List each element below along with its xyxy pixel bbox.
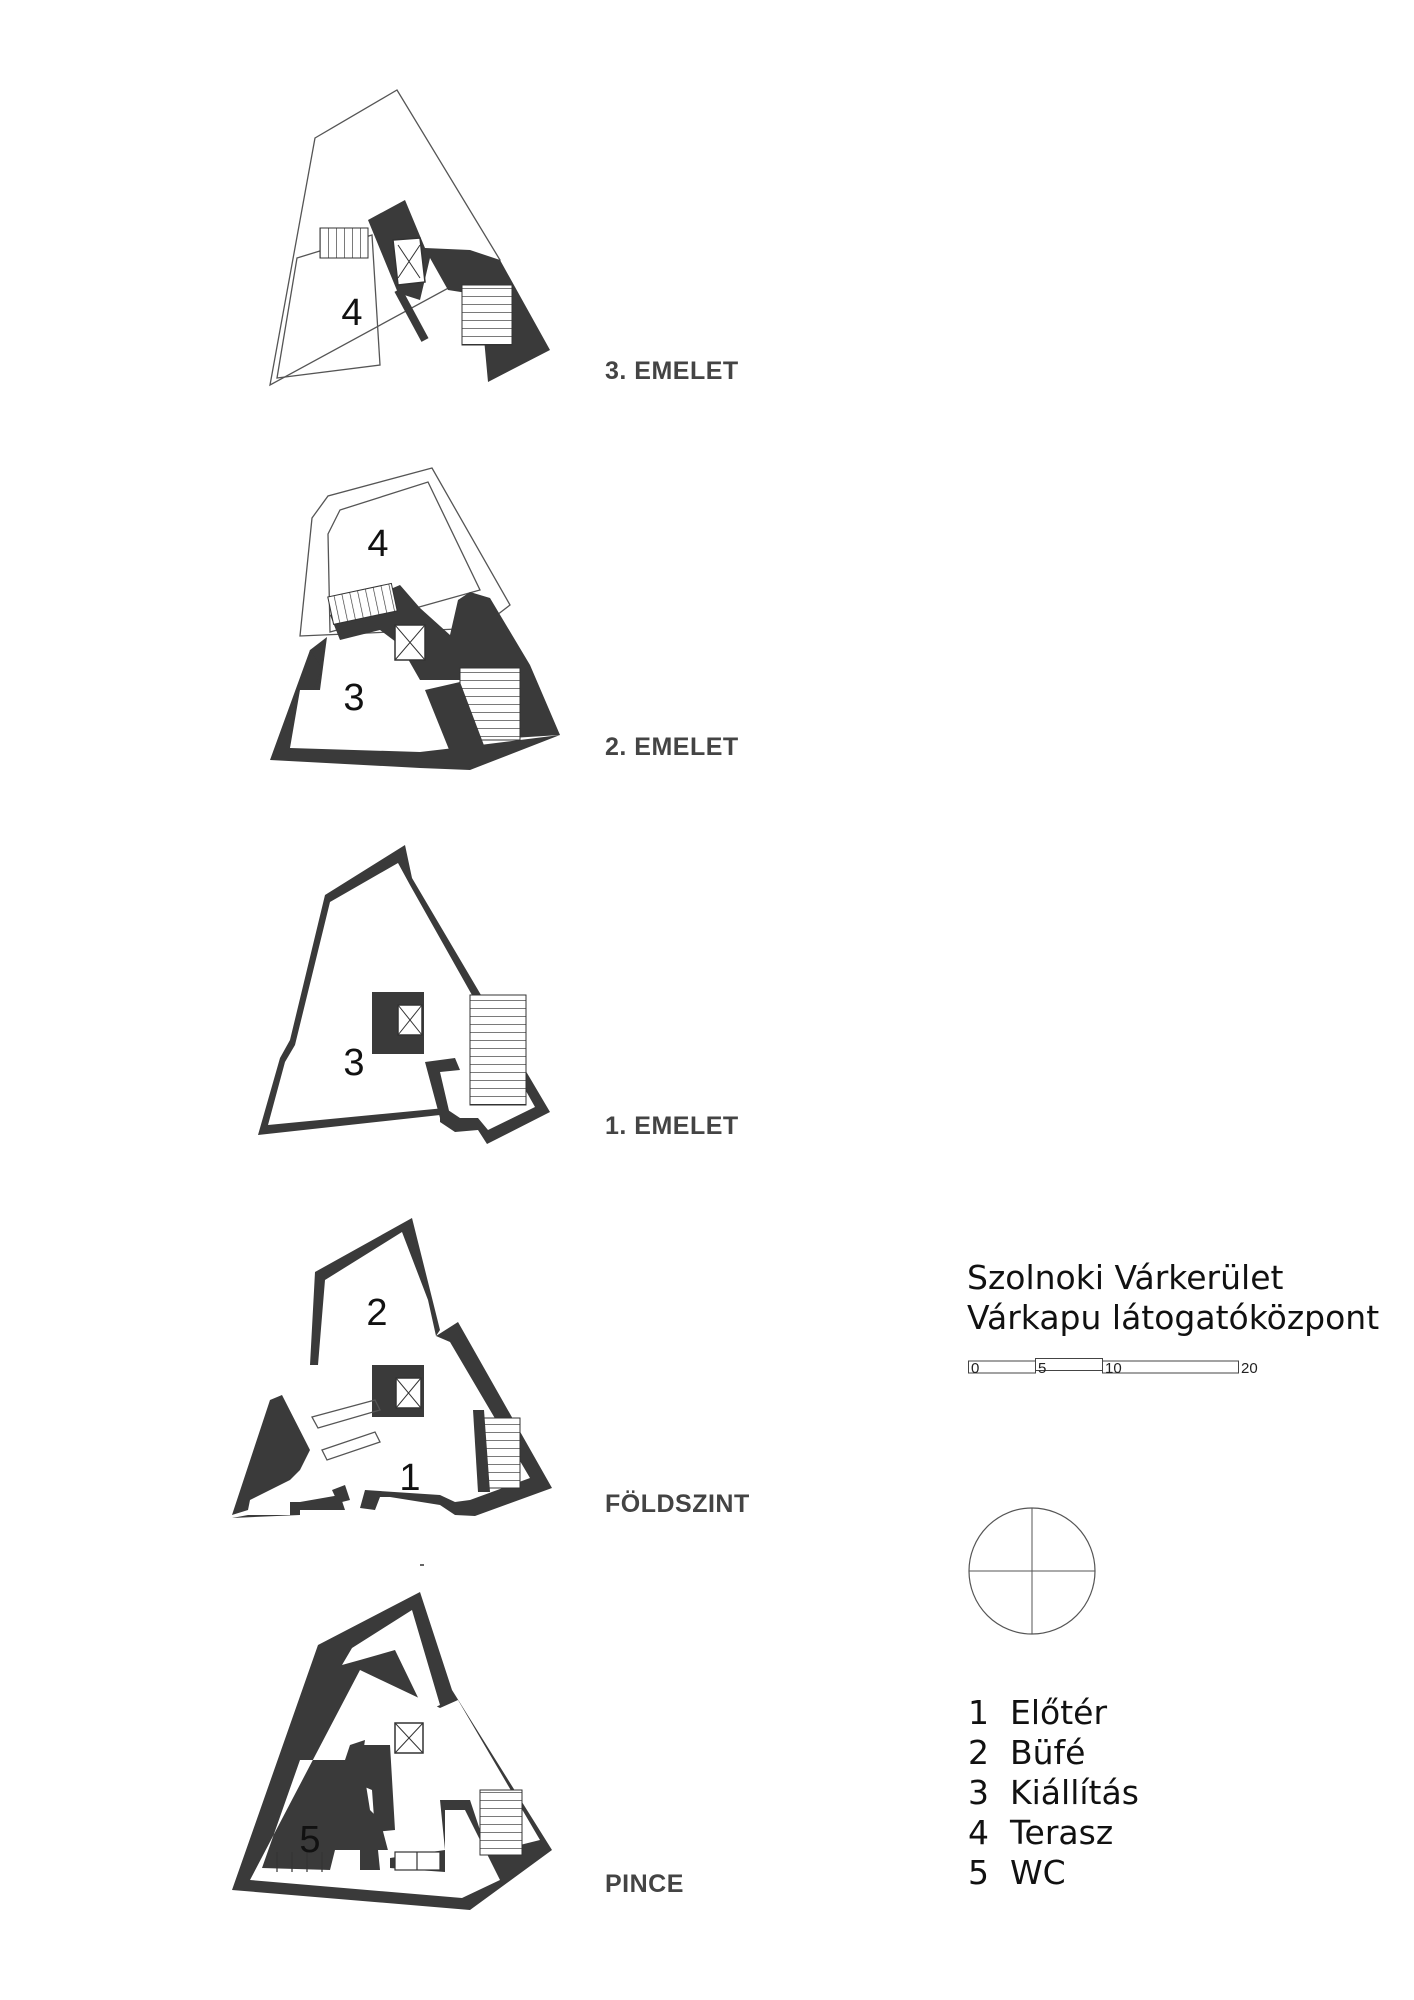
scale-bar <box>968 1358 1288 1388</box>
room-number: 3 <box>343 677 365 719</box>
legend-number: 5 <box>968 1853 989 1892</box>
room-number: 1 <box>399 1457 421 1499</box>
plan-2-emelet <box>270 468 560 770</box>
scale-tick: 20 <box>1241 1360 1258 1377</box>
legend-number: 2 <box>968 1733 989 1772</box>
legend-item <box>968 1853 1066 1892</box>
legend-name: Terasz <box>1010 1813 1114 1852</box>
floor-label-pince: PINCE <box>605 1870 684 1898</box>
north-compass-icon <box>965 1504 1099 1638</box>
legend-number: 3 <box>968 1773 989 1812</box>
plan-3-emelet <box>270 90 550 385</box>
floor-label-2-emelet: 2. EMELET <box>605 733 739 761</box>
legend-item <box>968 1813 1113 1852</box>
legend-name: Kiállítás <box>1010 1773 1139 1812</box>
legend-item <box>968 1733 1085 1772</box>
room-number: 4 <box>367 523 389 565</box>
floor-label-foldszint: FÖLDSZINT <box>605 1490 750 1518</box>
floor-label-1-emelet: 1. EMELET <box>605 1112 739 1140</box>
legend-name: Előtér <box>1010 1693 1108 1732</box>
room-number: 4 <box>341 292 363 334</box>
legend-item <box>968 1693 1107 1732</box>
scale-tick: 0 <box>971 1360 980 1377</box>
room-number: 3 <box>343 1042 365 1084</box>
legend-name: Büfé <box>1010 1733 1086 1772</box>
legend-name: WC <box>1010 1853 1066 1892</box>
scale-tick: 10 <box>1105 1360 1122 1377</box>
title-line-2: Várkapu látogatóközpont <box>967 1298 1380 1337</box>
title-line-1: Szolnoki Várkerület <box>967 1258 1284 1297</box>
room-number: 2 <box>366 1292 388 1334</box>
legend-number: 4 <box>968 1813 989 1852</box>
plan-1-emelet <box>258 845 550 1144</box>
legend-item <box>968 1773 1139 1812</box>
floor-label-3-emelet: 3. EMELET <box>605 357 739 385</box>
room-number: 5 <box>299 1819 321 1861</box>
scale-tick: 5 <box>1038 1360 1047 1377</box>
legend-number: 1 <box>968 1693 989 1732</box>
plan-pince <box>232 1565 552 1910</box>
plan-foldszint <box>232 1218 552 1518</box>
